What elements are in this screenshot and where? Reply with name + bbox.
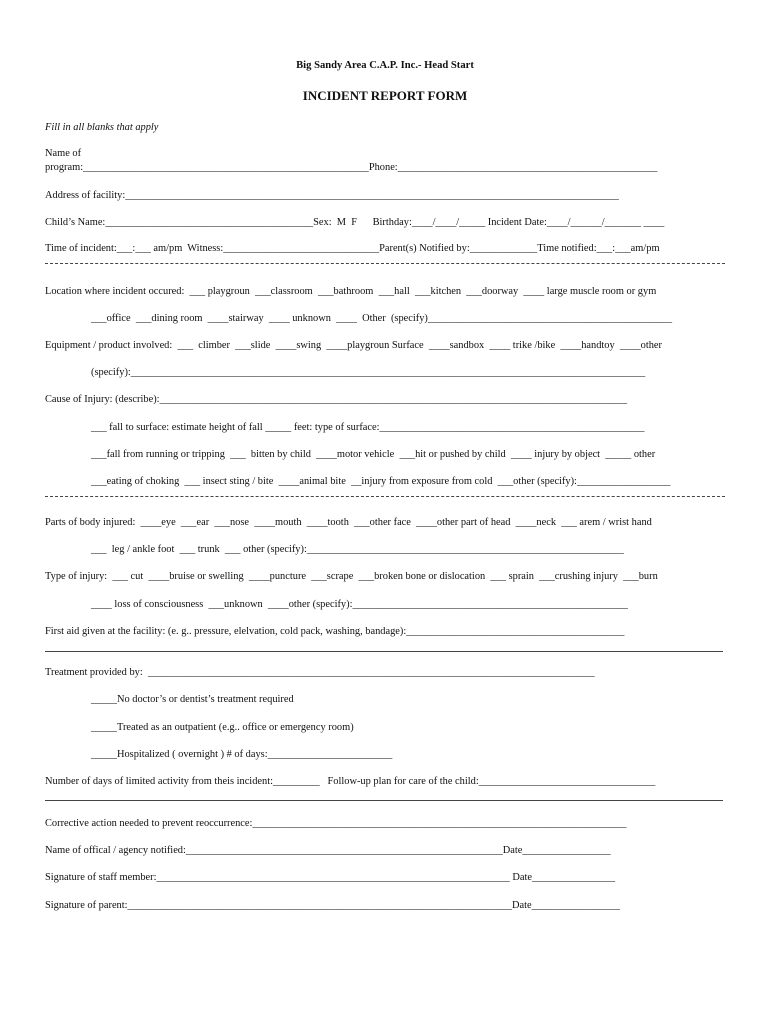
first-aid-field[interactable]: First aid given at the facility: (e. g.. pressure, elelvation, cold pack, washing, bandage):__________________________________________ [45, 626, 625, 637]
name-of-label: Name of [45, 148, 82, 159]
address-field[interactable]: Address of facility:_______________________________________________________________________________________________ [45, 190, 619, 201]
cause-options[interactable]: ___fall from running or tripping ___ bitten by child ____motor vehicle ___hit or pushed by child ____ injury by object _____ other [91, 449, 656, 460]
cause-describe-field[interactable]: Cause of Injury: (describe):__________________________________________________________________________________________ [45, 394, 628, 405]
section-divider [45, 263, 725, 264]
injury-type-options-more[interactable]: ____ loss of consciousness ___unknown ____other (specify):_____________________________________________________ [91, 599, 628, 610]
equipment-options[interactable]: Equipment / product involved: ___ climber ___slide ____swing ____playgroun Surface ____sandbox ____ trike /bike ____handtoy ____other [45, 340, 662, 351]
equipment-specify-field[interactable]: (specify):___________________________________________________________________________________________________ [91, 367, 646, 378]
instructions: Fill in all blanks that apply [45, 122, 159, 133]
treatment-option-hospitalized[interactable]: _____Hospitalized ( overnight ) # of days:________________________ [91, 749, 393, 760]
body-parts-options[interactable]: Parts of body injured: ____eye ___ear ___nose ____mouth ____tooth ___other face ____other part of head ____neck ___ arem / wrist hand [45, 517, 652, 528]
official-notified-field[interactable]: Name of offical / agency notified:_____________________________________________________________Date_________________ [45, 845, 611, 856]
treatment-provider-field[interactable]: Treatment provided by: ______________________________________________________________________________________ [45, 667, 595, 678]
parent-signature-field[interactable]: Signature of parent:__________________________________________________________________________Date_________________ [45, 900, 620, 911]
organization-name: Big Sandy Area C.A.P. Inc.- Head Start [296, 60, 474, 71]
first-aid-continuation-line[interactable] [45, 651, 723, 652]
form-title: INCIDENT REPORT FORM [302, 88, 468, 103]
body-parts-options-more[interactable]: ___ leg / ankle foot ___ trunk ___ other (specify):_____________________________________________________________ [91, 544, 624, 555]
program-phone-field[interactable]: program:_______________________________________________________Phone:__________________________________________________ [45, 162, 658, 173]
location-options[interactable]: Location where incident occured: ___ playgroun ___classroom ___bathroom ___hall ___kitchen ___doorway ____ large muscle room or gym [45, 286, 657, 297]
staff-signature-field[interactable]: Signature of staff member:____________________________________________________________________ Date________________ [45, 872, 616, 883]
section-divider [45, 496, 725, 497]
treatment-option-outpatient[interactable]: _____Treated as an outpatient (e.g.. office or emergency room) [91, 722, 354, 733]
limited-activity-followup-field[interactable]: Number of days of limited activity from theis incident:_________ Follow-up plan for care of the child:__________________________________ [45, 776, 656, 787]
injury-type-options[interactable]: Type of injury: ___ cut ____bruise or swelling ____puncture ___scrape ___broken bone or dislocation ___ sprain ___crushing injury ___burn [45, 571, 658, 582]
location-options-more[interactable]: ___office ___dining room ____stairway ____ unknown ____ Other (specify)_______________________________________________ [91, 313, 673, 324]
child-info-field[interactable]: Child’s Name:________________________________________Sex: M F Birthday:____/____/_____ Incident Date:____/______/_______ ____ [45, 217, 665, 228]
time-witness-field[interactable]: Time of incident:___:___ am/pm Witness:______________________________Parent(s) Notified by:_____________Time notified:___:___am/pm [45, 243, 660, 254]
followup-continuation-line[interactable] [45, 800, 723, 801]
corrective-action-field[interactable]: Corrective action needed to prevent reoccurrence:________________________________________________________________________ [45, 818, 627, 829]
cause-options-more[interactable]: ___eating of choking ___ insect sting / bite ____animal bite __injury from exposure from cold ___other (specify):__________________ [91, 476, 671, 487]
cause-fall-surface[interactable]: ___ fall to surface: estimate height of fall _____ feet: type of surface:___________________________________________________ [91, 422, 645, 433]
treatment-option-none[interactable]: _____No doctor’s or dentist’s treatment required [91, 694, 294, 705]
